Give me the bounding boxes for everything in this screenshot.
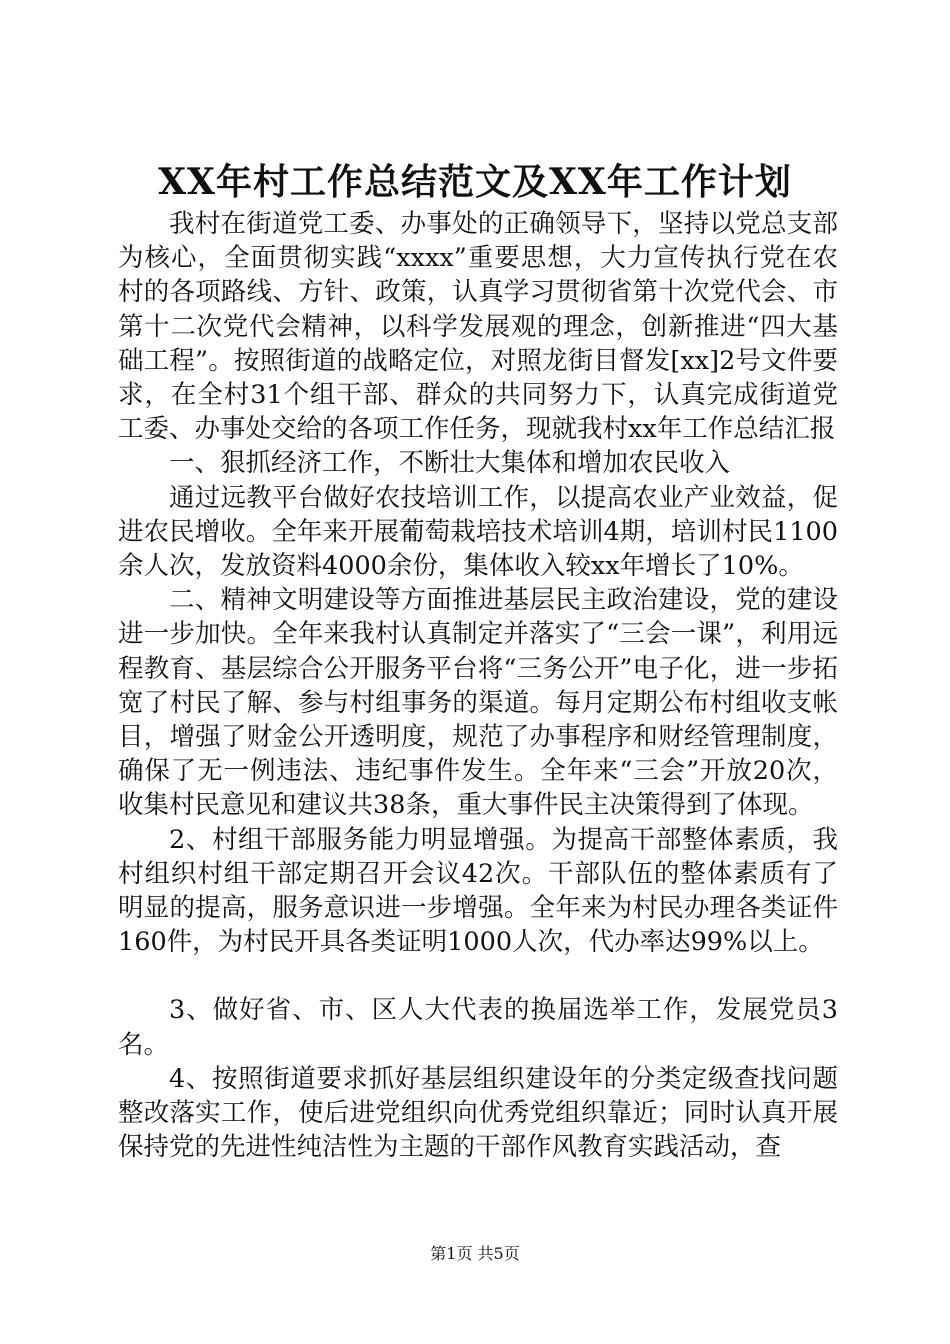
paragraph-spacer — [118, 959, 838, 993]
paragraph-economy: 通过远教平台做好农技培训工作，以提高农业产业效益，促进农民增收。全年来开展葡萄栽培技术培训4期，培训村民1100余人次，发放资料4000余份，集体收入较xx年增长了10%。 — [118, 482, 838, 582]
paragraph-heading-economy: 一、狠抓经济工作，不断壮大集体和增加农民收入 — [169, 448, 731, 479]
paragraph-cadre-service: 2、村组干部服务能力明显增强。为提高干部整体素质，我村组织村组干部定期召开会议42次。干部队伍的整体素质有了明显的提高，服务意识进一步增强。全年来为村民办理各类证件160件，为村民开具各类证明1000人次，代办率达99%以上。 — [118, 824, 838, 958]
document-title: XX年村工作总结范文及XX年工作计划 — [158, 161, 792, 203]
page-number-footer: 第1页 共5页 — [430, 1244, 520, 1263]
paragraph-organization: 4、按照街道要求抓好基层组织建设年的分类定级查找问题整改落实工作，使后进党组织向优秀党组织靠近；同时认真开展保持党的先进性纯洁性为主题的干部作风教育实践活动，查 — [118, 1063, 838, 1163]
paragraph-intro: 我村在街道党工委、办事处的正确领导下，坚持以党总支部为核心，全面贯彻实践“xxxx”重要思想，大力宣传执行党在农村的各项路线、方针、政策，认真学习贯彻省第十次党代会、市第十二次党代会精神，以科学发展观的理念，创新推进“四大基础工程”。按照街道的战略定位，对照龙街目督发[xx]2号文件要求，在全村31个组干部、群众的共同努力下，认真完成街道党工委、办事处交给的各项工作任务，现就我村xx年工作总结汇报 — [118, 209, 838, 445]
paragraph-civilization: 二、精神文明建设等方面推进基层民主政治建设，党的建设进一步加快。全年来我村认真制定并落实了“三会一课”，利用远程教育、基层综合公开服务平台将“三务公开”电子化，进一步拓宽了村民了解、参与村组事务的渠道。每月定期公布村组收支帐目，增强了财金公开透明度，规范了办事程序和财经管理制度，确保了无一例违法、违纪事件发生。全年来“三会”开放20次，收集村民意见和建议共38条，重大事件民主决策得到了体现。 — [118, 585, 838, 821]
paragraph-election: 3、做好省、市、区人大代表的换届选举工作，发展党员3名。 — [118, 995, 838, 1060]
document-body — [118, 207, 838, 1164]
